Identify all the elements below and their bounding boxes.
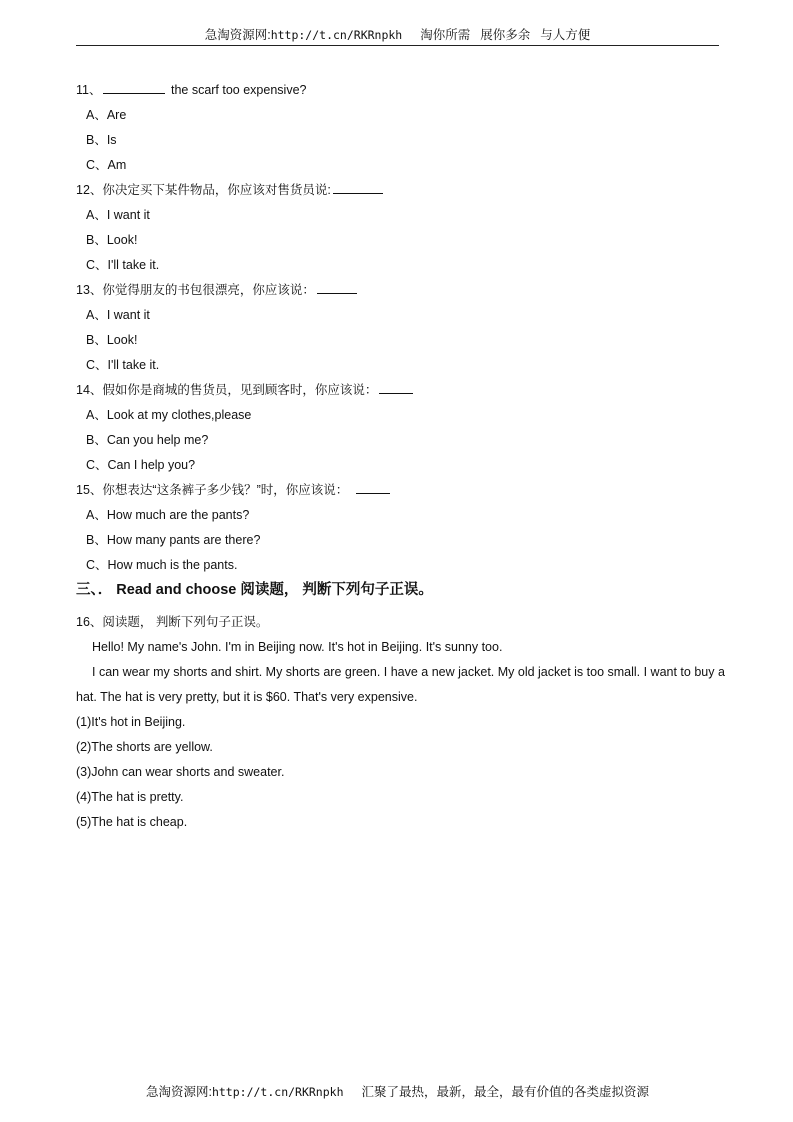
- footer-url-link[interactable]: http://t.cn/RKRnpkh: [211, 1085, 344, 1099]
- question-stem: 你觉得朋友的书包很漂亮，你应该说：: [102, 283, 315, 297]
- question-16: [76, 610, 726, 635]
- option-b: B、Look!: [86, 333, 138, 347]
- section-title-en: Read and choose: [116, 582, 237, 598]
- option-a: A、Look at my clothes,please: [86, 408, 252, 422]
- option-a: A、I want it: [86, 308, 150, 322]
- option-c: C、I'll take it.: [86, 358, 160, 372]
- statement-2: (2)The shorts are yellow.: [76, 740, 213, 754]
- section-heading: [76, 578, 726, 603]
- header-site-name: 急淘资源网:: [204, 28, 271, 42]
- question-13: [76, 278, 726, 303]
- page-header: [76, 26, 719, 46]
- document-content: [76, 78, 726, 835]
- reading-paragraph-2: I can wear my shorts and shirt. My shorts are green. I have a new jacket. My old jacket is too small. I want to buy a hat. The hat is very pretty, but it is $60. That's very expensive.: [76, 665, 725, 704]
- question-stem: 假如你是商城的售货员，见到顾客时，你应该说：: [102, 383, 378, 397]
- answer-blank: [356, 479, 390, 494]
- header-slogan-3: 与人方便: [540, 28, 591, 42]
- answer-blank: [103, 79, 165, 94]
- statement-5: (5)The hat is cheap.: [76, 815, 188, 829]
- question-stem: the scarf too expensive?: [170, 83, 307, 97]
- option-c: C、Am: [86, 158, 127, 172]
- question-stem: 你想表达“这条裤子多少钱？”时，你应该说：: [102, 483, 349, 497]
- question-stem: 你决定买下某件物品，你应该对售货员说:: [102, 183, 331, 197]
- question-number: 14、: [76, 383, 103, 397]
- reading-paragraph-1: Hello! My name's John. I'm in Beijing now. It's hot in Beijing. It's sunny too.: [92, 640, 503, 654]
- question-14: [76, 378, 726, 403]
- answer-blank: [317, 279, 357, 294]
- question-number: 11、: [76, 83, 102, 97]
- option-a: A、I want it: [86, 208, 150, 222]
- question-number: 12、: [76, 183, 103, 197]
- footer-text: 汇聚了最热，最新，最全，最有价值的各类虚拟资源: [361, 1085, 650, 1099]
- question-15: [76, 478, 726, 503]
- question-number: 13、: [76, 283, 103, 297]
- statement-1: (1)It's hot in Beijing.: [76, 715, 186, 729]
- reading-instruction: 阅读题， 判断下列句子正误。: [102, 615, 269, 629]
- option-b: B、Look!: [86, 233, 138, 247]
- question-12: [76, 178, 726, 203]
- option-b: B、Is: [86, 133, 117, 147]
- option-c: C、Can I help you?: [86, 458, 196, 472]
- header-slogan-1: 淘你所需: [420, 28, 471, 42]
- question-11: [76, 78, 726, 103]
- footer-site-name: 急淘资源网:: [145, 1085, 212, 1099]
- option-a: A、How much are the pants?: [86, 508, 250, 522]
- option-c: C、I'll take it.: [86, 258, 160, 272]
- option-b: B、Can you help me?: [86, 433, 209, 447]
- page-footer: [76, 1083, 719, 1101]
- section-title-cn: 阅读题， 判断下列句子正误。: [240, 582, 433, 598]
- answer-blank: [333, 179, 383, 194]
- answer-blank: [379, 379, 413, 394]
- option-b: B、How many pants are there?: [86, 533, 261, 547]
- statement-3: (3)John can wear shorts and sweater.: [76, 765, 285, 779]
- header-url-link[interactable]: http://t.cn/RKRnpkh: [270, 28, 403, 42]
- option-c: C、How much is the pants.: [86, 558, 238, 572]
- question-number: 16、: [76, 615, 103, 629]
- question-number: 15、: [76, 483, 103, 497]
- header-slogan-2: 展你多余: [480, 28, 531, 42]
- option-a: A、Are: [86, 108, 127, 122]
- section-label: 三、．: [76, 582, 113, 598]
- statement-4: (4)The hat is pretty.: [76, 790, 184, 804]
